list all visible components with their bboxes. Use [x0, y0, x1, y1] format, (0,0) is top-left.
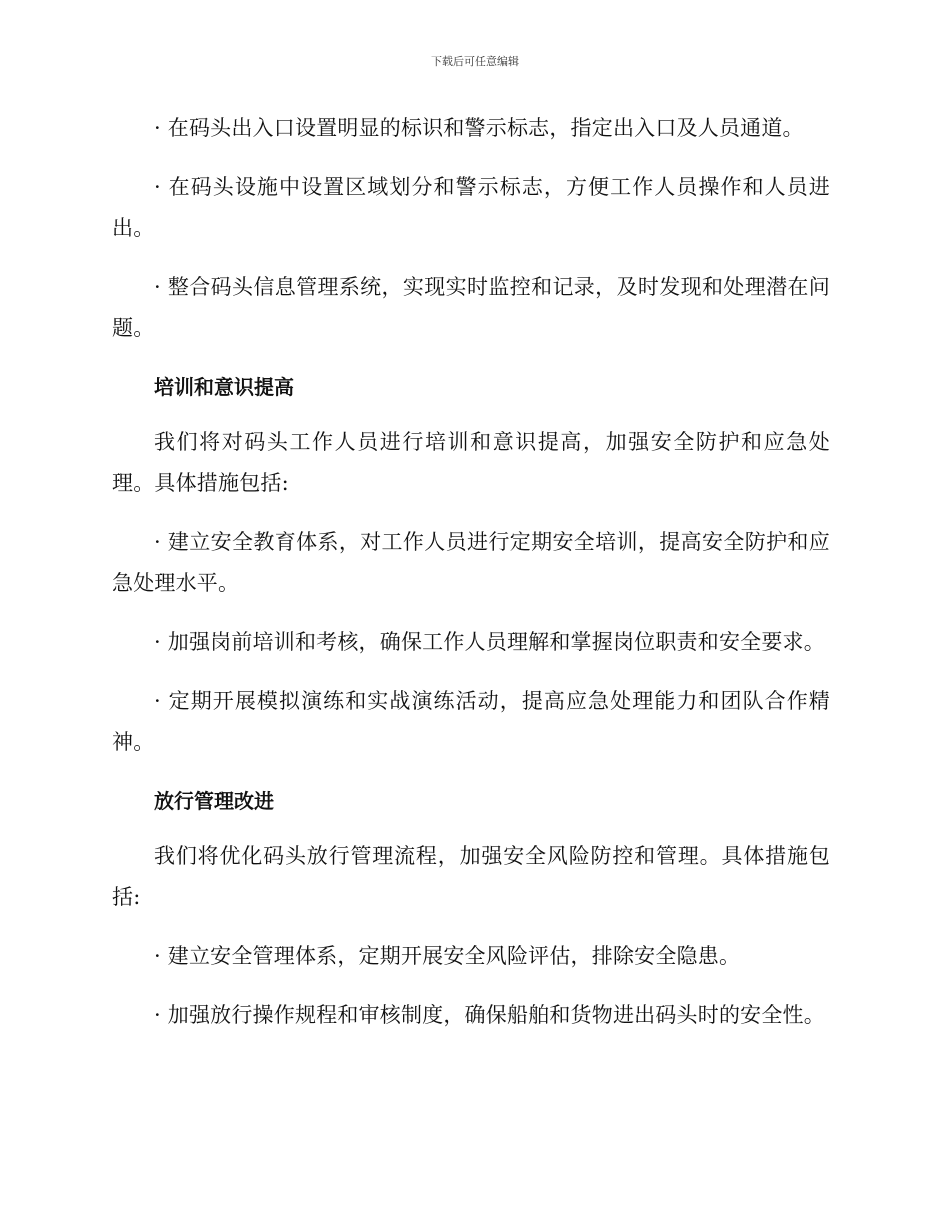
- bullet-info-system: · 整合码头信息管理系统，实现实时监控和记录，及时发现和处理潜在问题。: [112, 275, 830, 340]
- release-intro: 我们将优化码头放行管理流程，加强安全风险防控和管理。具体措施包括:: [112, 844, 830, 909]
- document-body: [112, 108, 830, 1054]
- training-item: · 建立安全教育体系，对工作人员进行定期安全培训，提高安全防护和应急处理水平。: [112, 530, 830, 595]
- bullet-entrance-signs: · 在码头出入口设置明显的标识和警示标志，指定出入口及人员通道。: [154, 116, 804, 140]
- section-heading-release: 放行管理改进: [154, 789, 274, 813]
- section-heading-training: 培训和意识提高: [154, 375, 294, 399]
- header-note: 下载后可任意编辑: [431, 55, 519, 68]
- training-intro: 我们将对码头工作人员进行培训和意识提高，加强安全防护和应急处理。具体措施包括:: [112, 430, 830, 495]
- bullet-area-division: · 在码头设施中设置区域划分和警示标志，方便工作人员操作和人员进出。: [112, 175, 830, 240]
- training-item: · 加强岗前培训和考核，确保工作人员理解和掌握岗位职责和安全要求。: [154, 630, 825, 654]
- training-item: · 定期开展模拟演练和实战演练活动，提高应急处理能力和团队合作精神。: [112, 689, 830, 754]
- release-item: · 建立安全管理体系，定期开展安全风险评估，排除安全隐患。: [154, 944, 741, 968]
- release-item: · 加强放行操作规程和审核制度，确保船舶和货物进出码头时的安全性。: [154, 1003, 825, 1027]
